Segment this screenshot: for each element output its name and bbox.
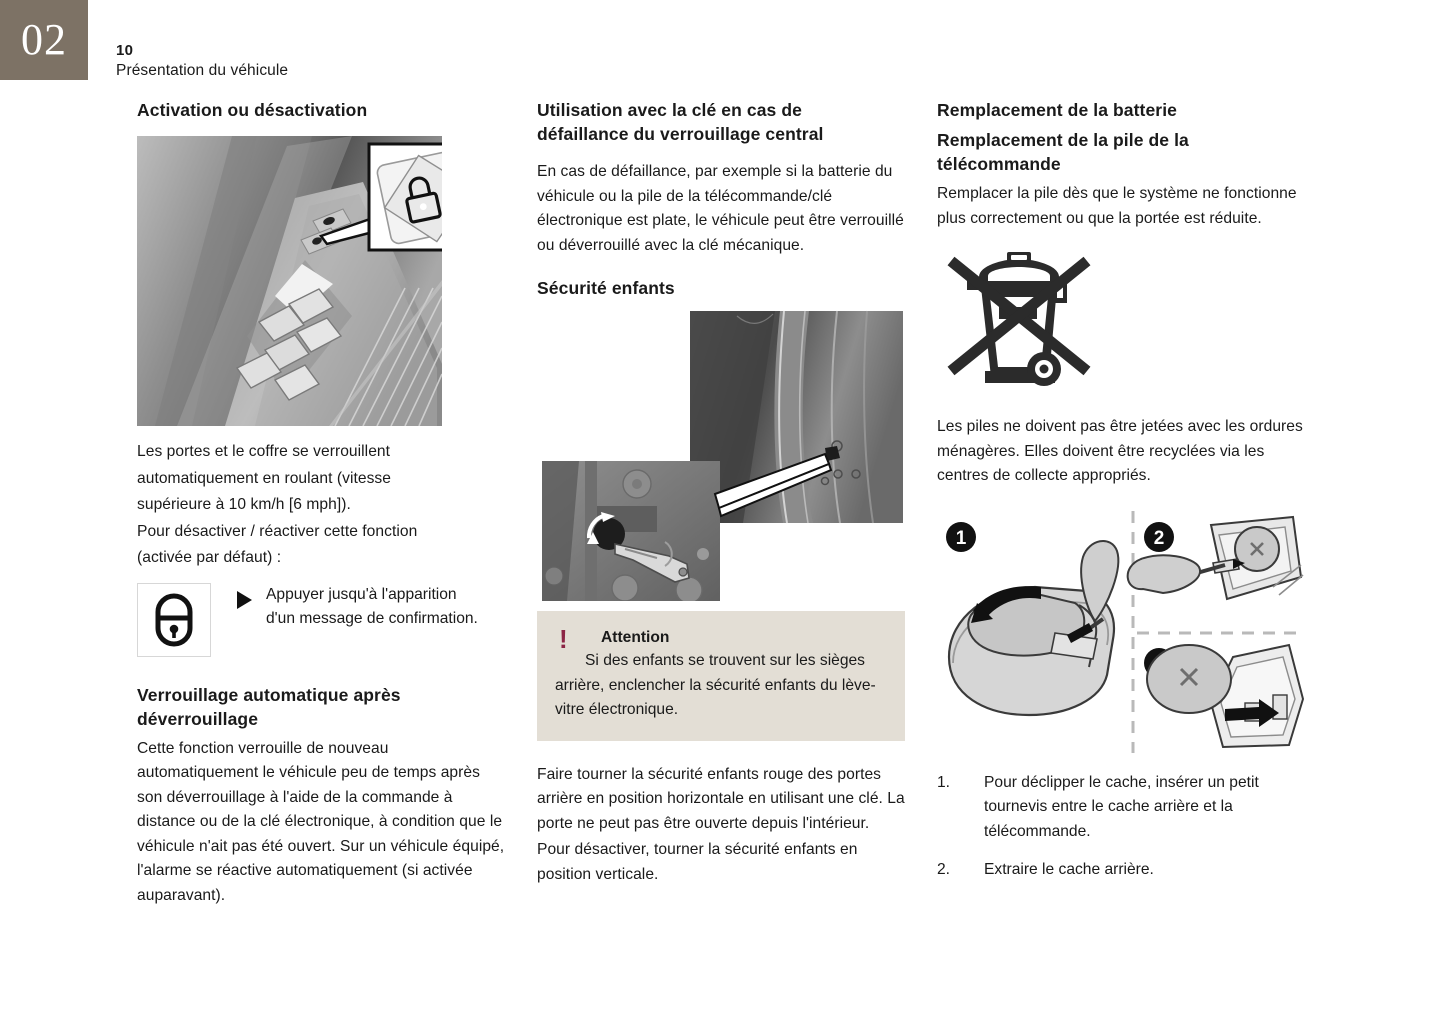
list-item [937, 771, 1305, 845]
chapter-number: 02 [21, 15, 67, 64]
column-1 [137, 98, 505, 910]
figure-child-safety-lock [537, 306, 905, 601]
svg-text:2: 2 [1153, 527, 1165, 549]
attention-title: Attention [601, 629, 670, 646]
heading-auto-lock-l2: déverrouillage [137, 708, 259, 729]
central-lock-icon [153, 593, 195, 647]
step-text: Pour déclipper le cache, insérer un petit tournevis entre le cache arrière et la télécommande. [984, 773, 1259, 840]
heading-auto-lock-after-unlock [137, 683, 505, 731]
paragraph-deactivate-l2: (activée par défaut) : [137, 549, 282, 566]
step-number: 1. [937, 773, 951, 791]
figure-door-panel-lock-switch [137, 136, 442, 426]
heading-child-safety: Sécurité enfants [537, 278, 675, 298]
chapter-tab [0, 0, 88, 80]
heading-remote-battery-l2: télécommande [937, 154, 1061, 174]
lock-button-icon-box [137, 583, 211, 657]
column-2 [537, 98, 905, 889]
figure-key-fob-battery [937, 507, 1305, 757]
heading-remote-battery-l1: Remplacement de la pile de la [937, 130, 1189, 150]
attention-box [537, 611, 905, 741]
bullet-triangle-icon [237, 591, 252, 609]
step-number: 2. [937, 861, 951, 878]
child-lock-illustration [537, 306, 905, 601]
badge-1 [946, 522, 976, 552]
paragraph-auto-lock-l1: Les portes et le coffre se verrouillent [137, 443, 391, 460]
crossed-out-wheelie-bin-icon [945, 249, 1093, 394]
list-item [937, 858, 1305, 883]
steps-list [937, 771, 1305, 883]
paragraph-deactivate-l1: Pour désactiver / réactiver cette fonction [137, 522, 418, 540]
door-panel-illustration [137, 136, 442, 426]
paragraph-key-usage: En cas de défaillance, par exemple si la batterie du véhicule ou la pile de la télécommande/clé électronique est plate, le véhicule peut être verrouillé ou déverrouillé avec la clé mécanique. [537, 163, 904, 254]
badge-2 [1144, 522, 1174, 552]
exclamation-icon: ! [559, 624, 568, 654]
heading-key-usage-l2: défaillance du verrouillage central [537, 124, 824, 144]
heading-battery-replacement: Remplacement de la batterie [937, 100, 1178, 120]
lock-instruction-l2: d'un message de confirmation. [266, 610, 478, 627]
svg-text:1: 1 [955, 527, 967, 549]
paragraph-battery-disposal: Les piles ne doivent pas être jetées avec les ordures ménagères. Elles doivent être recyclées via les centres de collecte appropriés. [937, 418, 1303, 484]
heading-activation: Activation ou désactivation [137, 100, 368, 120]
heading-auto-lock-l1: Verrouillage automatique après [137, 684, 401, 705]
key-fob-battery-illustration [937, 507, 1305, 757]
heading-key-usage [537, 98, 905, 146]
page-number: 10 [116, 42, 134, 59]
paragraph-auto-lock-l2: automatiquement en roulant (vitesse [137, 469, 391, 487]
attention-body: Si des enfants se trouvent sur les sièges arrière, enclencher la sécurité enfants du lève-vitre électronique. [555, 652, 876, 718]
instruction-lock-button [137, 583, 505, 657]
heading-remote-battery [937, 128, 1305, 176]
paragraph-auto-lock-detail: Cette fonction verrouille de nouveau automatiquement le véhicule peu de temps après son déverrouillage à l'aide de la commande à distance ou de la clé électronique, à condition que le véhicule n'ait pas été ouvert. Sur un véhicule équipé, l'alarme se réactive automatiquement (si activée auparavant). [137, 739, 505, 904]
heading-key-usage-l1: Utilisation avec la clé en cas de [537, 100, 802, 120]
paragraph-child-lock-usage: Faire tourner la sécurité enfants rouge des portes arrière en position horizontale en utilisant une clé. La porte ne peut pas être ouverte depuis l'intérieur. [537, 765, 905, 832]
paragraph-auto-lock-l3: supérieure à 10 km/h [6 mph]). [137, 496, 351, 513]
column-3 [937, 98, 1305, 897]
lock-instruction-l1: Appuyer jusqu'à l'apparition [266, 585, 457, 603]
lock-instruction-text [266, 583, 478, 632]
step-text: Extraire le cache arrière. [984, 861, 1154, 878]
paragraph-battery-replace: Remplacer la pile dès que le système ne fonctionne plus correctement ou que la portée est réduite. [937, 185, 1297, 227]
paragraph-child-lock-disable: Pour désactiver, tourner la sécurité enfants en position verticale. [537, 841, 858, 883]
weee-symbol [945, 249, 1305, 399]
page-header [116, 41, 288, 81]
section-title: Présentation du véhicule [116, 62, 289, 79]
